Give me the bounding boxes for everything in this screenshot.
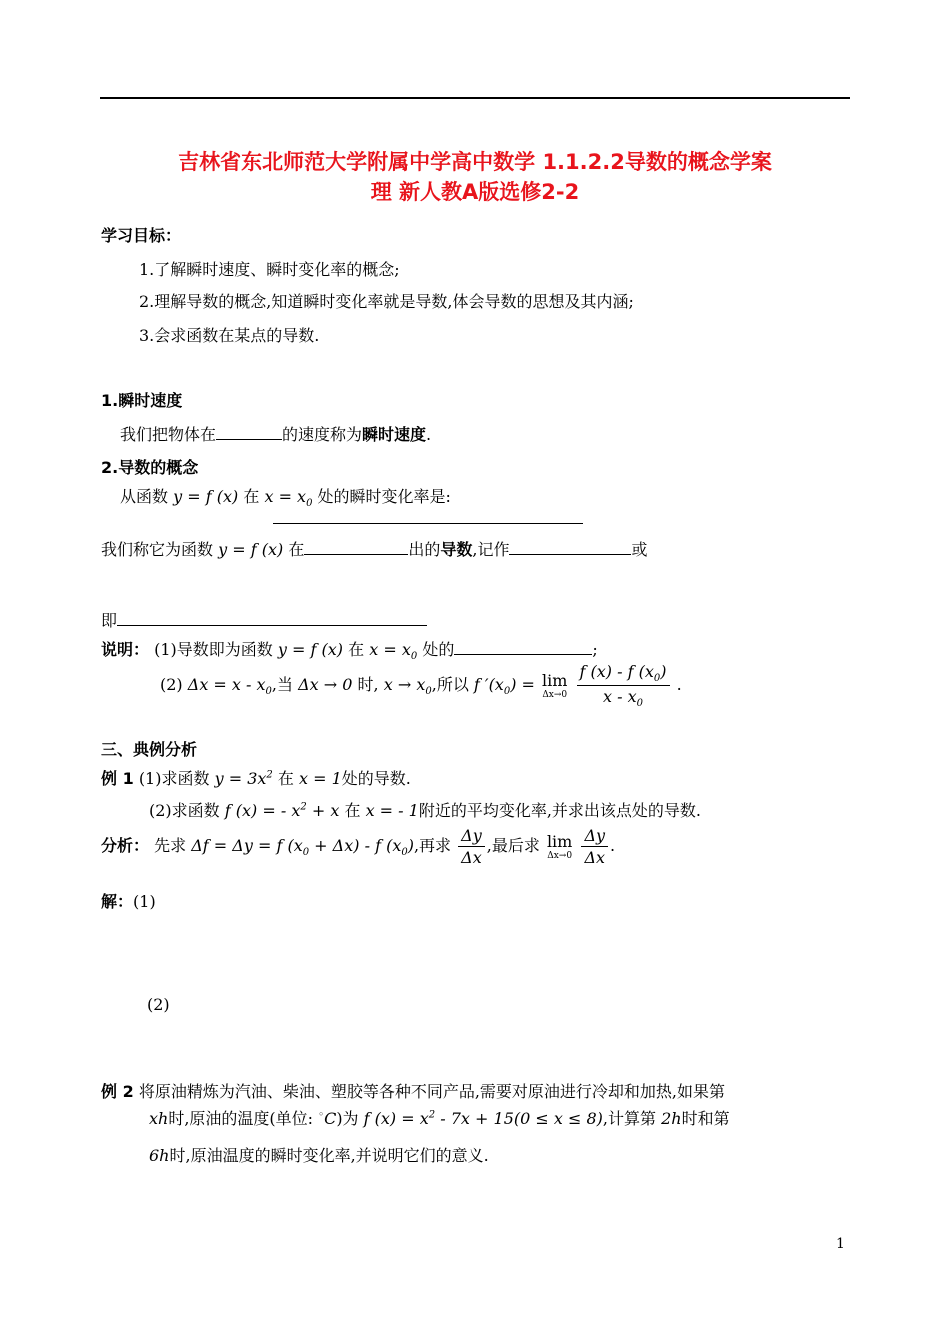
lim-word: lim xyxy=(542,670,568,690)
s2-deriv-term: 导数 xyxy=(440,540,473,559)
section1-heading: 1.瞬时速度 xyxy=(101,391,183,410)
s2-l2d: ,记作 xyxy=(472,540,510,559)
sub0: 0 xyxy=(265,686,272,698)
ex1-p1b: 在 xyxy=(277,769,294,788)
ex1-label: 例 1 xyxy=(101,769,134,788)
s2-l1c: 处的瞬时变化率是: xyxy=(317,487,451,506)
ex1-p2a: (2)求函数 xyxy=(149,801,220,820)
header-rule xyxy=(100,97,850,99)
n2i: ) = xyxy=(510,675,535,695)
limit-operator xyxy=(542,672,567,700)
sub0: 0 xyxy=(401,847,408,859)
note-n1b: 在 xyxy=(348,640,365,659)
doc-title-line2: 理 新人教A版选修2-2 xyxy=(370,180,580,204)
formula-analysis xyxy=(191,836,414,859)
solution-line xyxy=(101,889,156,912)
section2-line2 xyxy=(101,537,648,560)
ex1-p1f: y = 3x xyxy=(214,769,267,788)
section3-heading: 三、典例分析 xyxy=(101,740,198,759)
goals-heading: 学习目标： xyxy=(101,226,182,245)
note-n2g: ,所以 xyxy=(431,675,469,695)
formula-ex1-point2: x = - 1 xyxy=(365,801,419,820)
ex2-l2b: 时,原油的温度(单位: xyxy=(168,1109,314,1128)
note-n1d: ; xyxy=(592,640,598,659)
fill-blank[interactable] xyxy=(454,640,592,655)
pt: x = x xyxy=(264,487,307,506)
note-label: 说明： xyxy=(101,640,150,659)
note-n1a: (1)导数即为函数 xyxy=(154,640,273,659)
s2-l2a: 我们称它为函数 xyxy=(101,540,214,559)
ex2-l2d: )为 xyxy=(336,1109,359,1128)
s1-term: 瞬时速度 xyxy=(362,425,427,444)
dy: Δy xyxy=(458,826,485,847)
frac-denominator xyxy=(577,686,670,709)
formula-point xyxy=(264,487,313,510)
ex1-p2g: + x xyxy=(306,801,340,820)
lim-sub: Δx→0 xyxy=(547,850,573,861)
section1-text xyxy=(120,422,431,445)
section2-line3 xyxy=(101,608,427,631)
n2b: Δx = x - x xyxy=(187,675,266,695)
ex1-p2d: 附近的平均变化率,并求出该点处的导数. xyxy=(418,801,702,820)
n2h: f ′(x xyxy=(473,675,504,695)
goal-item-3: 3.会求函数在某点的导数. xyxy=(139,326,320,345)
formula-ex1-fn2: f (x) = - $x^2 + x$ xyxy=(224,801,340,820)
num-text: f (x) - f (x xyxy=(579,662,654,681)
s1-end: . xyxy=(426,425,432,444)
formula-fn: y = f (x) xyxy=(173,487,239,506)
sub0: 0 xyxy=(636,698,644,710)
ex2-l2g: ,计算第 xyxy=(602,1109,656,1128)
ex2-l2i: 时和第 xyxy=(681,1109,730,1128)
ex2-l3a: 6h xyxy=(149,1146,170,1165)
ex1-p2f: f (x) = - x xyxy=(224,801,301,820)
analysis-label: 分析： xyxy=(101,836,150,855)
ex2-l2a: xh xyxy=(149,1109,169,1128)
ex2-l2c: C xyxy=(324,1109,337,1128)
frac-numerator xyxy=(577,662,670,686)
fill-blank[interactable] xyxy=(509,540,631,555)
n2f: x → x xyxy=(383,675,426,695)
ana-g: + Δx) - f (x xyxy=(309,836,402,855)
formula-ex1-point: x = 1 xyxy=(298,769,342,788)
ana-h: ) xyxy=(407,836,414,855)
note-n2j: . xyxy=(676,675,682,695)
note-line2 xyxy=(160,662,682,709)
sub0: 0 xyxy=(503,686,511,698)
s2-l1a: 从函数 xyxy=(120,487,169,506)
lim-sub: Δx→0 xyxy=(542,689,568,700)
ex1-p2b: 在 xyxy=(344,801,361,820)
example1-part1 xyxy=(101,766,411,789)
ex2-label: 例 2 xyxy=(101,1082,134,1101)
pt: x = x xyxy=(369,640,411,659)
goal-item-1: 1.了解瞬时速度、瞬时变化率的概念; xyxy=(139,260,400,279)
example2-line2 xyxy=(149,1106,730,1129)
solution-part1: (1) xyxy=(133,892,156,911)
note-n2e: 时, xyxy=(357,675,379,695)
ex2-l2h: 2h xyxy=(661,1109,682,1128)
ex1-p1d: 处的导数. xyxy=(341,769,411,788)
formula-x-to-x0 xyxy=(383,675,432,698)
fill-blank[interactable] xyxy=(117,611,427,626)
solution-label: 解： xyxy=(101,892,134,911)
sub0: 0 xyxy=(302,847,310,859)
formula-fn: y = f (x) xyxy=(277,640,344,659)
formula-ex1-fn: $y = 3x^2$ xyxy=(214,769,273,788)
formula-derivative xyxy=(473,675,535,698)
ana-b: ,再求 xyxy=(413,836,452,855)
s2-l3: 即 xyxy=(101,611,118,630)
ana-c: ,最后求 xyxy=(486,836,540,855)
dy: Δy xyxy=(581,826,608,847)
ex2-l1: 将原油精炼为汽油、柴油、塑胶等各种不同产品,需要对原油进行冷却和加热,如果第 xyxy=(138,1082,725,1101)
pt-sub: 0 xyxy=(410,651,418,663)
s1-mid: 的速度称为 xyxy=(282,425,363,444)
fill-blank[interactable] xyxy=(216,425,282,440)
dx: Δx xyxy=(461,848,482,867)
note-line1 xyxy=(101,637,598,662)
section2-heading: 2.导数的概念 xyxy=(101,458,199,477)
note-n1c: 处的 xyxy=(422,640,455,659)
fill-blank[interactable] xyxy=(304,540,408,555)
s1-pre: 我们把物体在 xyxy=(120,425,217,444)
ana-a: 先求 xyxy=(154,836,187,855)
note-n2a: (2) xyxy=(160,675,183,695)
solution-part2: (2) xyxy=(147,995,170,1014)
page-number: 1 xyxy=(836,1236,845,1252)
difference-quotient xyxy=(577,662,670,709)
note-n2c: ,当 xyxy=(271,675,294,695)
ana-f: Δf = Δy = f (x xyxy=(191,836,303,855)
s2-l2c: 出的 xyxy=(408,540,441,559)
degree-unit: ◦C xyxy=(318,1109,337,1128)
analysis-line xyxy=(101,826,615,867)
ex1-p1a: (1)求函数 xyxy=(138,769,210,788)
example1-part2 xyxy=(149,798,701,821)
formula-fn: y = f (x) xyxy=(218,540,284,559)
s2-l1b: 在 xyxy=(243,487,260,506)
dy-dx-fraction xyxy=(458,826,485,867)
s2-l2b: 在 xyxy=(288,540,305,559)
dx: Δx xyxy=(584,848,606,867)
formula-limit-cond: Δx → 0 xyxy=(298,675,353,695)
ex2-l2f: - 7x + 15(0 ≤ x ≤ 8) xyxy=(435,1109,603,1128)
formula-ex2-fn: f $(x) = x^2 - 7x + 15(0 \le x \le 8)$ xyxy=(363,1109,603,1128)
dy-dx-fraction xyxy=(581,826,608,867)
doc-title-line1: 吉林省东北师范大学附属中学高中数学 1.1.2.2导数的概念学案 xyxy=(178,150,772,174)
ex2-l2e: f (x) = x xyxy=(363,1109,429,1128)
goal-item-2: 2.理解导数的概念,知道瞬时变化率就是导数,体会导数的思想及其内涵; xyxy=(139,292,634,311)
section2-line1 xyxy=(120,484,451,509)
example2-line1 xyxy=(101,1079,725,1102)
s2-l2e: 或 xyxy=(631,540,648,559)
formula-delta xyxy=(187,675,272,698)
sub0: 0 xyxy=(653,673,661,685)
den-text: x - x xyxy=(603,687,637,707)
sub0: 0 xyxy=(425,686,432,698)
limit-operator xyxy=(547,833,572,861)
fill-blank[interactable] xyxy=(273,523,583,524)
lim-word: lim xyxy=(546,831,573,851)
ana-d: . xyxy=(610,836,616,855)
ex2-l3b: 时,原油温度的瞬时变化率,并说明它们的意义. xyxy=(169,1146,489,1165)
num-end: ) xyxy=(660,662,667,681)
example2-line3 xyxy=(149,1143,489,1166)
formula-point xyxy=(369,640,418,663)
pt-sub: 0 xyxy=(306,498,313,510)
